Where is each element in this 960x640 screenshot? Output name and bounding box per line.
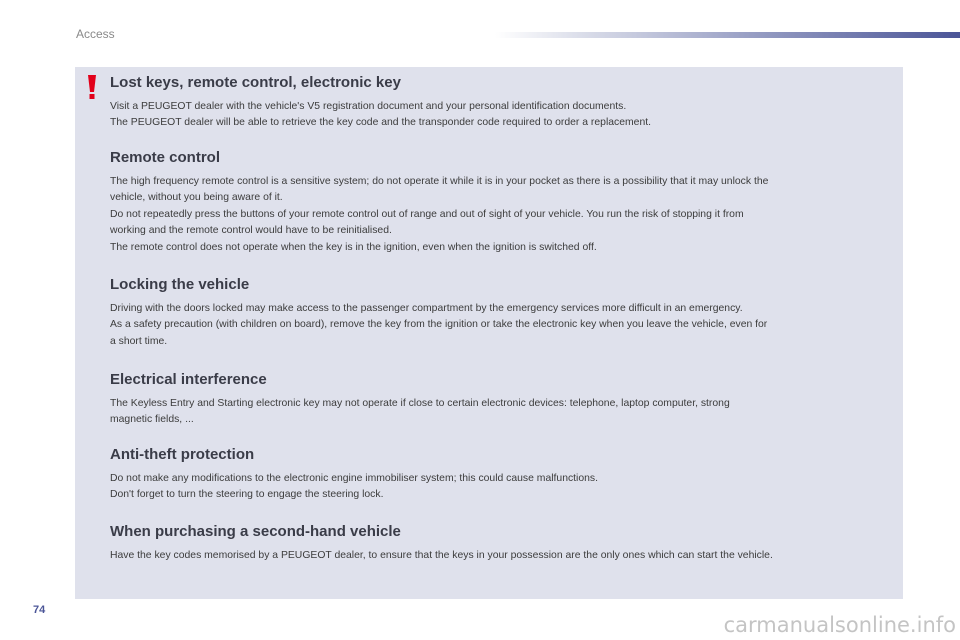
- section-heading: Remote control: [110, 149, 221, 166]
- section-line: The PEUGEOT dealer will be able to retrieve the key code and the transponder code required to order a replacement.: [110, 117, 652, 129]
- section-line: Driving with the doors locked may make access to the passenger compartment by the emergency services more difficult in an emergency.: [110, 303, 743, 314]
- watermark-text: carmanualsonline.info: [723, 613, 956, 637]
- section-line: Visit a PEUGEOT dealer with the vehicle's V5 registration document and your personal identification documents.: [110, 101, 627, 112]
- section-line: Don't forget to turn the steering to engage the steering lock.: [110, 489, 384, 501]
- page-number: 74: [33, 604, 46, 616]
- section-line: Do not repeatedly press the buttons of your remote control out of range and out of sight of your vehicle. You run the risk of stopping it from: [110, 208, 744, 220]
- section-line: vehicle, without you being aware of it.: [110, 192, 283, 204]
- section-electrical-interference: [110, 371, 900, 429]
- section-heading: When purchasing a second-hand vehicle: [110, 523, 401, 540]
- section-line: Do not make any modifications to the electronic engine immobiliser system; this could cause malfunctions.: [110, 473, 599, 484]
- section-locking-vehicle: [110, 276, 900, 350]
- exclamation-warning-icon: [85, 74, 99, 100]
- section-line: The high frequency remote control is a sensitive system; do not operate it while it is in your pocket as there is a possibility that it may unlock the: [110, 176, 769, 187]
- section-line: The remote control does not operate when the key is in the ignition, even when the ignition is switched off.: [110, 241, 597, 253]
- section-line: The Keyless Entry and Starting electronic key may not operate if close to certain electronic devices: telephone, laptop computer, strong: [110, 398, 730, 409]
- section-heading: Lost keys, remote control, electronic key: [110, 74, 401, 91]
- section-line: a short time.: [110, 335, 168, 347]
- section-second-hand: [110, 523, 900, 564]
- header-gradient-bar: [495, 32, 960, 38]
- section-anti-theft: [110, 446, 900, 504]
- section-line: Have the key codes memorised by a PEUGEOT dealer, to ensure that the keys in your possession are the only ones which can start the vehicle.: [110, 550, 773, 561]
- section-heading: Electrical interference: [110, 371, 267, 388]
- section-lost-keys: [110, 74, 900, 132]
- section-heading: Anti-theft protection: [110, 446, 255, 463]
- section-line: As a safety precaution (with children on board), remove the key from the ignition or take the electronic key when you leave the vehicle, even for: [110, 319, 768, 331]
- section-line: magnetic fields, ...: [110, 414, 194, 426]
- section-line: working and the remote control would have to be reinitialised.: [110, 225, 392, 237]
- section-heading: Locking the vehicle: [110, 276, 250, 293]
- section-remote-control: [110, 149, 900, 256]
- section-title: Access: [76, 27, 115, 41]
